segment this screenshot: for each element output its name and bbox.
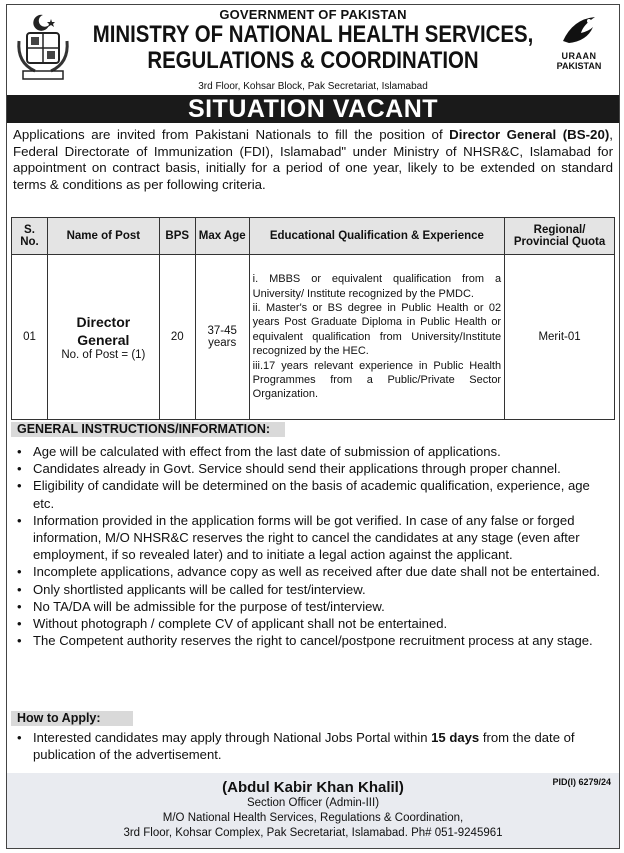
- signatory-organization: M/O National Health Services, Regulations & Coordination,: [162, 812, 464, 824]
- posts-table: [11, 217, 615, 420]
- ministry-line-2: REGULATIONS & COORDINATION: [147, 47, 479, 74]
- how-to-apply-list: [11, 729, 613, 763]
- ministry-line-1: MINISTRY OF NATIONAL HEALTH SERVICES,: [92, 21, 534, 48]
- header-quota: Regional/ Provincial Quota: [505, 218, 615, 255]
- qualification-item: i. MBBS or equivalent qualification from a University/ Institute recognized by the PMDC.: [252, 273, 502, 300]
- header-name-of-post: Name of Post: [47, 218, 159, 255]
- list-item: • Incomplete applications, advance copy as well as received after due date shall not be entertained.: [17, 564, 601, 580]
- logo-text-uraan: URAAN: [561, 51, 597, 61]
- cell-quota: Merit-01: [505, 255, 615, 420]
- list-item: • Age will be calculated with effect from the last date of submission of applications.: [17, 444, 501, 459]
- situation-vacant-banner: SITUATION VACANT: [7, 95, 619, 123]
- ministry-address: 3rd Floor, Kohsar Block, Pak Secretariat, Islamabad: [198, 81, 428, 92]
- list-item: • The Competent authority reserves the right to cancel/postpone recruitment process at any stage.: [17, 633, 593, 649]
- general-instructions-heading: GENERAL INSTRUCTIONS/INFORMATION:: [11, 422, 285, 437]
- header-qualification: Educational Qualification & Experience: [249, 218, 504, 255]
- list-item: • Without photograph / complete CV of applicant shall not be entertained.: [17, 616, 448, 632]
- ministry-title: [53, 22, 573, 74]
- intro-position: Director General (BS-20): [449, 127, 610, 142]
- number-of-posts: No. of Post = (1): [61, 349, 146, 361]
- cell-max-age: 37-45 years: [195, 255, 249, 420]
- signature-block: [7, 773, 619, 849]
- header-sno: S. No.: [12, 218, 48, 255]
- uraan-pakistan-logo: [547, 13, 611, 85]
- list-item: • Candidates already in Govt. Service should send their applications through proper channel.: [17, 461, 561, 477]
- government-title: GOVERNMENT OF PAKISTAN: [219, 7, 407, 22]
- cell-bps: 20: [159, 255, 195, 420]
- intro-text-1: Applications are invited from Pakistani Nationals to fill the position of: [13, 127, 450, 142]
- pid-number: PID(I) 6279/24: [552, 777, 611, 787]
- cell-post-name: Director General No. of Post = (1): [47, 255, 159, 420]
- list-item: • Information provided in the application forms will be got verified. In case of any false or forged information, M/O NHSR&C reserves the right to cancel the candidates at any stage (even after employment, if so revealed later) and to initiate a legal action against the applicant.: [17, 512, 580, 563]
- list-item: • No TA/DA will be admissible for the purpose of test/interview.: [17, 598, 385, 614]
- header: [7, 5, 619, 93]
- table-row: [12, 255, 615, 420]
- intro-paragraph: [13, 127, 613, 193]
- signatory-address: 3rd Floor, Kohsar Complex, Pak Secretariat, Islamabad. Ph# 051-9245961: [123, 827, 503, 839]
- signatory-designation: Section Officer (Admin-III): [246, 797, 380, 809]
- list-item: • Only shortlisted applicants will be called for test/interview.: [17, 581, 366, 597]
- bird-icon: [559, 13, 599, 47]
- list-item: • Eligibility of candidate will be determined on the basis of academic qualification, experience, age etc.: [17, 478, 590, 511]
- signatory-name: (Abdul Kabir Khan Khalil): [222, 779, 404, 796]
- logo-text-pakistan: PAKISTAN: [556, 61, 602, 71]
- cell-qualification: [249, 255, 504, 420]
- intro-text-2: , Federal Directorate of Immunization (FDI), Islamabad" under Ministry of NHSR&C, Islamabad for appointment on contract basis, initially for a period of one year, likely to be extended on standard terms & conditions as per following criteria.: [13, 127, 613, 192]
- table-header-row: [12, 218, 615, 255]
- advertisement-page: [6, 4, 620, 849]
- header-bps: BPS: [159, 218, 195, 255]
- qualification-item: ii. Master's or BS degree in Public Health or 02 years Post Graduate Diploma in Public Health or equivalent qualification from University/Institute recognized by the HEC.: [252, 301, 502, 358]
- general-instructions-list: [11, 443, 613, 649]
- qualification-item: iii.17 years relevant experience in Public Health Programmes from a Public/Private Sector Organization.: [252, 359, 502, 401]
- how-to-apply-heading: How to Apply:: [11, 711, 133, 726]
- header-max-age: Max Age: [195, 218, 249, 255]
- cell-sno: 01: [12, 255, 48, 420]
- list-item: • Interested candidates may apply through National Jobs Portal within 15 days from the date of publication of the advertisement.: [17, 730, 575, 763]
